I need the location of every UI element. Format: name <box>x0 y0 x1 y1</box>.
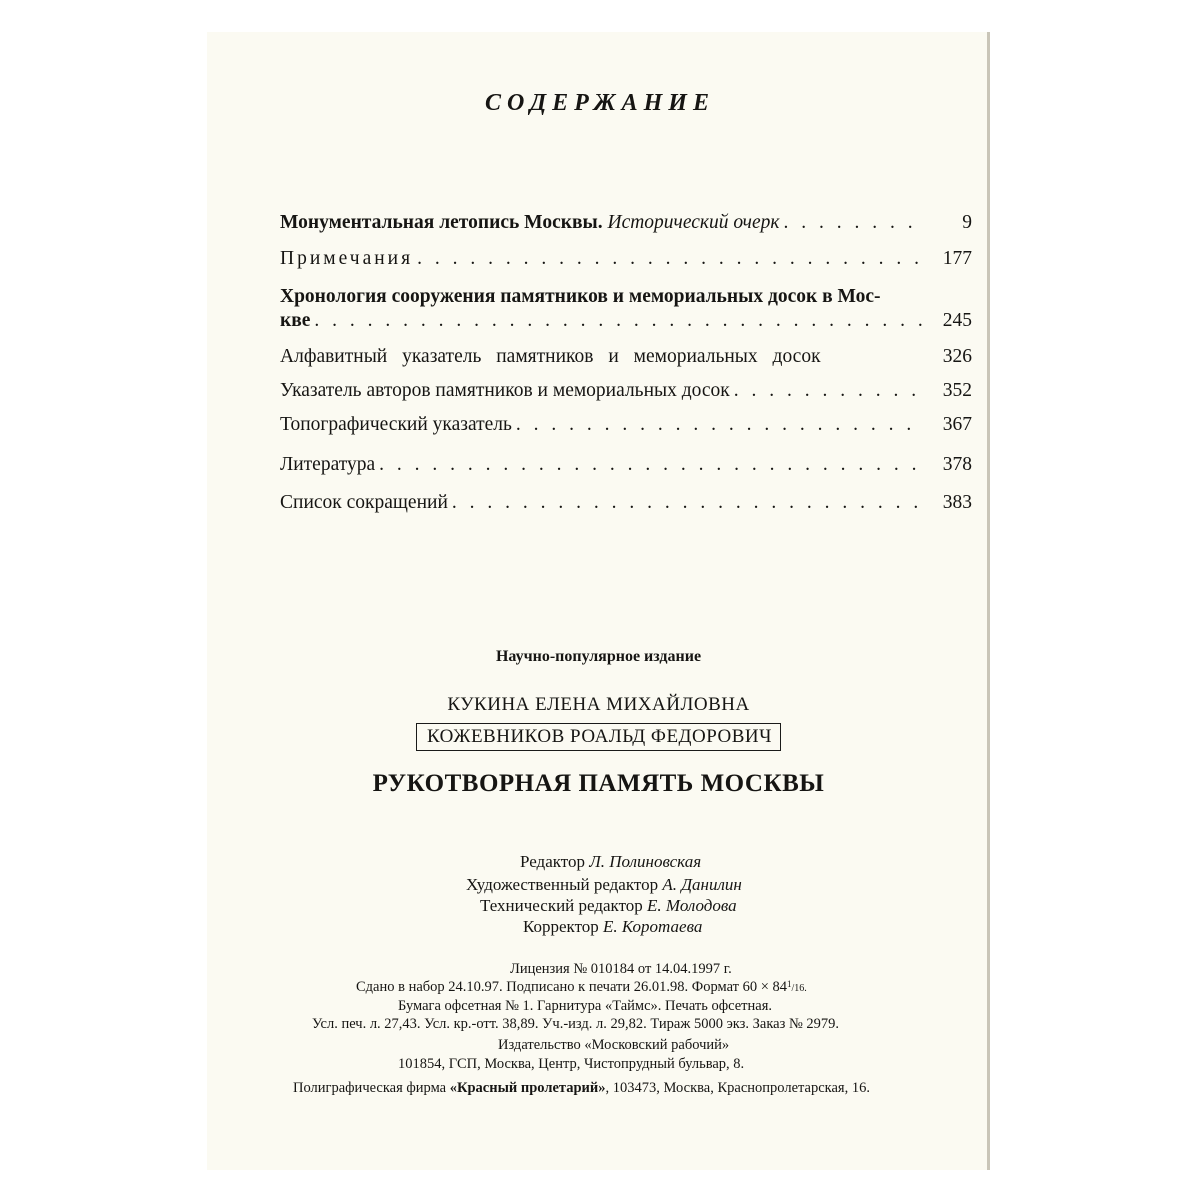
toc-leader-dots <box>516 414 922 436</box>
toc-entry-authors-index[interactable] <box>280 380 972 408</box>
contents-heading: СОДЕРЖАНИЕ <box>485 90 715 116</box>
toc-entry-title: Указатель авторов памятников и мемориальных досок <box>280 380 730 401</box>
toc-leader-dots <box>417 248 922 270</box>
toc-page-number: 9 <box>962 212 972 233</box>
credit-role: Редактор <box>520 852 585 871</box>
toc-entry-title: Алфавитный указатель памятников и мемориальных досок <box>280 346 821 367</box>
toc-entry-title: Литература <box>280 454 376 475</box>
credit-name: А. Данилин <box>662 875 742 894</box>
toc-entry-title: Примечания <box>280 248 414 269</box>
toc-leader-dots <box>734 380 922 402</box>
toc-entry-topographic-index[interactable] <box>280 414 972 442</box>
toc-leader-dots <box>783 212 922 234</box>
edition-genre: Научно-популярное издание <box>495 648 702 665</box>
imprint-printer-name: «Красный пролетарий» <box>449 1080 606 1096</box>
credit-art-editor <box>466 875 742 895</box>
toc-page-number: 367 <box>942 414 972 435</box>
imprint-publisher-address: 101854, ГСП, Москва, Центр, Чистопрудный бульвар, 8. <box>398 1056 745 1072</box>
credit-name: Е. Молодова <box>647 896 737 915</box>
author-name-2: КОЖЕВНИКОВ РОАЛЬД ФЕДОРОВИЧ <box>416 723 781 751</box>
imprint-printer <box>293 1080 870 1097</box>
imprint-publisher: Издательство «Московский рабочий» <box>498 1037 730 1053</box>
credit-editor <box>520 852 701 872</box>
credit-role: Технический редактор <box>480 896 643 915</box>
author-name-1: КУКИНА ЕЛЕНА МИХАЙЛОВНА <box>447 694 750 715</box>
credit-tech-editor <box>480 896 737 916</box>
toc-entry-alphabetical-index[interactable] <box>280 346 972 374</box>
toc-page-number: 383 <box>942 492 972 513</box>
credit-role: Корректор <box>523 917 599 936</box>
toc-entry-title-line1: Хронология сооружения памятников и мемориальных досок в Мос- <box>280 286 881 307</box>
toc-page-number: 352 <box>942 380 972 401</box>
toc-leader-dots <box>452 492 922 514</box>
toc-page-number: 326 <box>942 346 972 367</box>
imprint-dates-format <box>356 979 807 996</box>
author-name-2-wrapper <box>207 723 990 751</box>
toc-entry-title-line2: кве <box>280 310 311 331</box>
imprint-format-sub: /16. <box>791 983 807 994</box>
credit-name: Е. Коротаева <box>603 917 703 936</box>
toc-entry-chronology[interactable] <box>280 286 972 338</box>
toc-page-number: 177 <box>942 248 972 269</box>
toc-entry-title: Топографический указатель <box>280 414 512 435</box>
toc-entry-title: Список сокращений <box>280 492 448 513</box>
credit-proofreader <box>523 917 702 937</box>
toc-entry-title: Монументальная летопись Москвы. <box>280 212 603 233</box>
book-title: РУКОТВОРНАЯ ПАМЯТЬ МОСКВЫ <box>372 770 825 797</box>
toc-entry-subtitle: Исторический очерк <box>607 212 780 233</box>
credit-name: Л. Полиновская <box>589 852 702 871</box>
credit-role: Художественный редактор <box>466 875 659 894</box>
imprint-printer-prefix: Полиграфическая фирма <box>293 1080 447 1096</box>
toc-leader-dots <box>314 310 922 332</box>
page-edge-shadow <box>987 32 990 1170</box>
toc-entry-historical-essay[interactable] <box>280 212 972 240</box>
toc-entry-abbreviations[interactable] <box>280 492 972 520</box>
imprint-format-sup: 1 <box>787 979 792 989</box>
imprint-paper: Бумага офсетная № 1. Гарнитура «Таймс». Печать офсетная. <box>398 998 773 1014</box>
toc-entry-literature[interactable] <box>280 454 972 482</box>
imprint-printer-address: , 103473, Москва, Краснопролетарская, 16. <box>605 1080 870 1096</box>
imprint-dates: Сдано в набор 24.10.97. Подписано к печати 26.01.98. Формат 60 × 84 <box>356 979 788 995</box>
imprint-print-run: Усл. печ. л. 27,43. Усл. кр.-отт. 38,89. Уч.-изд. л. 29,82. Тираж 5000 экз. Заказ № 2979. <box>312 1016 840 1032</box>
toc-entry-notes[interactable] <box>280 248 972 276</box>
toc-leader-dots <box>379 454 922 476</box>
imprint-license: Лицензия № 010184 от 14.04.1997 г. <box>510 961 732 977</box>
toc-page-number: 245 <box>942 310 972 331</box>
toc-page-number: 378 <box>942 454 972 475</box>
